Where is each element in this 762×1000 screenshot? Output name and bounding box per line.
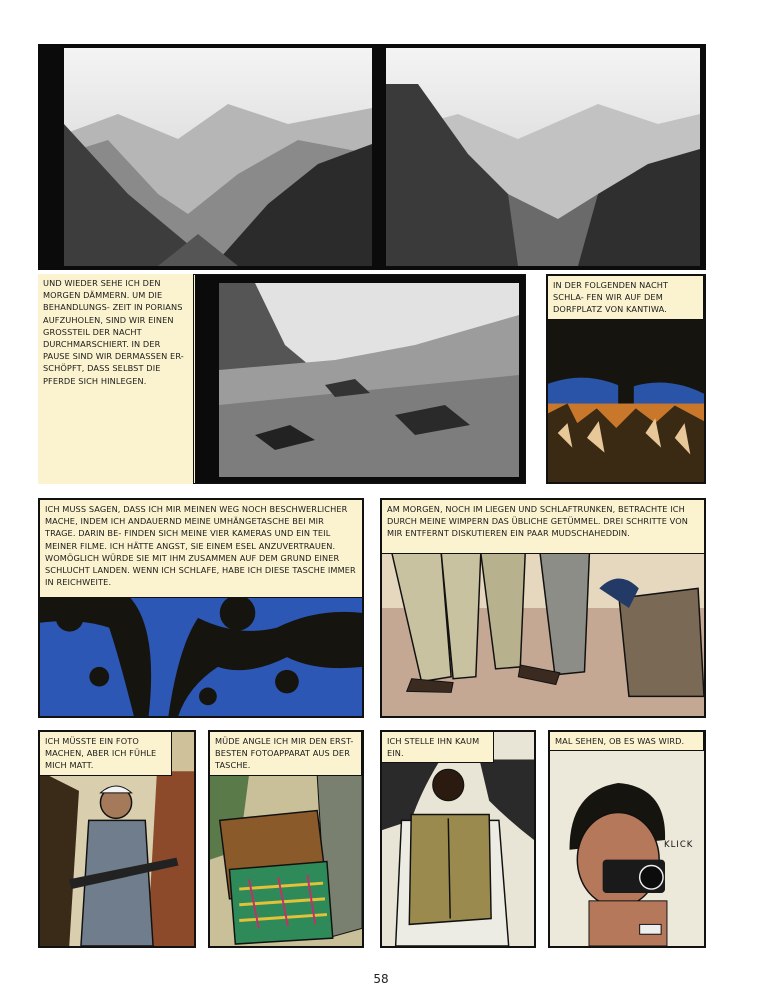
resting-horses-photo-icon	[195, 275, 526, 484]
page-number: 58	[373, 972, 389, 986]
panel-4-tree-branches	[38, 498, 364, 718]
caption-panel-7: MÜDE ANGLE ICH MIR DEN ERST- BESTEN FOTOAPPARAT AUS DER TASCHE.	[210, 732, 362, 776]
photo-strip	[195, 275, 526, 484]
caption-panel-6: ICH MÜSSTE EIN FOTO MACHEN, ABER ICH FÜHLE MICH MATT.	[40, 732, 172, 776]
caption-panel-8: ICH STELLE IHN KAUM EIN.	[382, 732, 494, 763]
man-in-vest-icon	[382, 732, 534, 946]
panel-5-mujahideen-legs	[380, 498, 706, 718]
panel-8-man-in-vest	[380, 730, 536, 948]
panel-1-mountain-photos	[38, 44, 706, 270]
caption-panel-4: ICH MUSS SAGEN, DASS ICH MIR MEINEN WEG NOCH BESCHWERLICHER MACHE, INDEM ICH ANDAUERND MEINE UMHÄNGETASCHE BEI MIR TRAGE. DARIN BE- FINDEN SICH MEINE VIER KAMERAS UND EIN TEIL MEINER FILME. ICH HÄTTE ANGST, SIE EINEM ESEL ANZUVERTRAUEN. WOMÖGLICH WÜRDE SIE MIT IHM ZUSAMMEN AUF DEM GRUND EINER SCHLUCHT LANDEN. WENN ICH SCHLAFE, HABE ICH DIESE TASCHE IMMER IN REICHWEITE.	[40, 500, 362, 598]
photographer-with-camera-icon	[550, 732, 704, 946]
sfx-klick: KLICK	[664, 840, 694, 850]
panel-9-photographer	[548, 730, 706, 948]
mountain-valley-photo-icon	[38, 44, 706, 270]
caption-panel-2: UND WIEDER SEHE ICH DEN MORGEN DÄMMERN. UM DIE BEHANDLUNGS- ZEIT IN PORIANS AUFZUHOLEN, SIND WIR EINEN GROSSTEIL DER NACHT DURCHMARSCHIERT. IN DER PAUSE SIND WIR DERMASSEN ER- SCHÖPFT, DASS SELBST DIE PFERDE SICH HINLEGEN.	[38, 274, 194, 484]
caption-panel-9: MAL SEHEN, OB ES WAS WIRD.	[550, 732, 704, 751]
panel-3-village-night	[546, 274, 706, 484]
panel-6-armed-mujahid	[38, 730, 196, 948]
panel-7-camera-bag	[208, 730, 364, 948]
caption-panel-5: AM MORGEN, NOCH IM LIEGEN UND SCHLAFTRUNKEN, BETRACHTE ICH DURCH MEINE WIMPERN DAS ÜBLICHE GETÜMMEL. DREI SCHRITTE VON MIR ENTFERNT DISKUTIEREN EIN PAAR MUDSCHAHEDDIN.	[382, 500, 704, 554]
caption-panel-3: IN DER FOLGENDEN NACHT SCHLA- FEN WIR AUF DEM DORFPLATZ VON KANTIWA.	[548, 276, 704, 320]
